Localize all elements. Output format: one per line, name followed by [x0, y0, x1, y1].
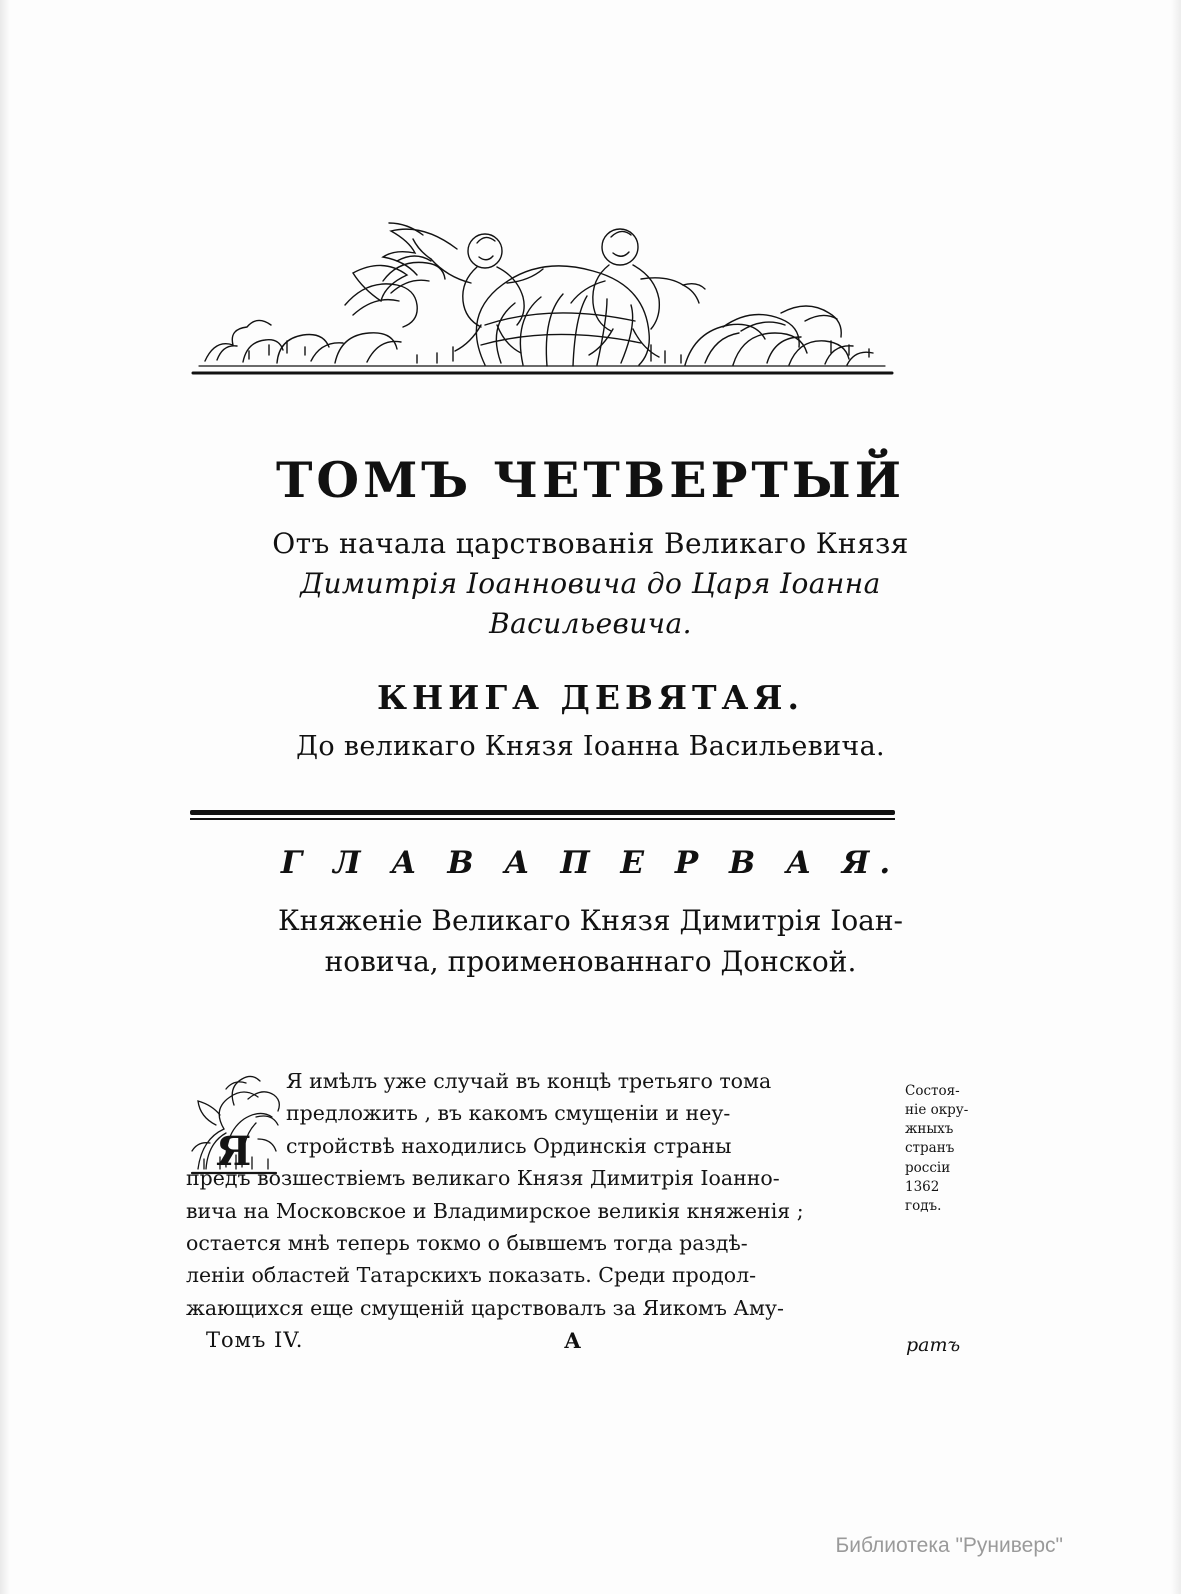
chapter-description-line-1: Княженіе Великаго Князя Димитрія Іоан-: [278, 904, 903, 937]
chapter-description: [211, 901, 971, 982]
title-block: [0, 451, 1181, 762]
footer-signature-mark: А: [564, 1328, 582, 1353]
section-divider-rule: [190, 810, 895, 820]
headpiece-ornament-engraving: [185, 205, 900, 380]
body-line-6: остается мнѣ теперь токмо о бывшемъ тогда раздѣ-: [186, 1230, 748, 1255]
chapter-description-line-2: новича, проименованнаго Донской.: [324, 944, 857, 978]
footer-catchword: ратъ: [906, 1334, 961, 1356]
decorated-initial-ornament: [186, 1069, 282, 1179]
marginal-note: [905, 1082, 977, 1216]
marginal-note-line-6: 1362: [905, 1178, 940, 1195]
body-line-7: леніи областей Татарскихъ показать. Среди продол-: [186, 1263, 757, 1288]
marginal-note-line-4: странъ: [905, 1140, 955, 1157]
book-title: КНИГА ДЕВЯТАЯ.: [376, 677, 805, 717]
divider-thin-line: [190, 818, 895, 820]
body-line-1: Я имѣлъ уже случай въ концѣ третьяго тома: [286, 1069, 772, 1093]
marginal-note-line-2: ніе окру-: [905, 1102, 969, 1119]
chapter-heading: [0, 845, 1181, 982]
page-edge-left: [0, 0, 10, 1594]
chapter-title: Г Л А В А П Е Р В А Я.: [280, 845, 901, 881]
marginal-note-line-1: Состоя-: [905, 1083, 960, 1099]
volume-subtitle: [221, 524, 961, 643]
volume-title: ТОМЪ ЧЕТВЕРТЫЙ: [275, 451, 906, 509]
body-line-8: жающихся еще смущеній царствовалъ за Яикомъ Аму-: [186, 1295, 784, 1320]
body-line-4: предъ возшествіемъ великаго Князя Димитрія Іоанно-: [186, 1166, 780, 1191]
volume-subtitle-line-3: Васильевича.: [489, 606, 692, 640]
body-lead-lines: [286, 1065, 902, 1162]
body-line-5: вича на Московское и Владимирское великія княженія ;: [186, 1198, 804, 1223]
book-subtitle: До великаго Князя Іоанна Васильевича.: [296, 730, 885, 762]
marginal-note-line-7: годъ.: [905, 1197, 942, 1214]
volume-subtitle-line-2: Димитрія Іоанновича до Царя Іоанна: [300, 567, 881, 601]
body-paragraph: [186, 1065, 902, 1324]
body-line-3: стройствѣ находились Ординскія страны: [286, 1133, 732, 1158]
divider-thick-line: [190, 810, 895, 815]
marginal-note-line-3: жныхъ: [905, 1121, 954, 1138]
body-text-area: [186, 1065, 902, 1324]
marginal-note-line-5: россіи: [905, 1159, 951, 1176]
svg-text:Я: Я: [216, 1128, 252, 1175]
footer-volume-label: Томъ IV.: [206, 1328, 304, 1352]
page-edge-right: [1171, 0, 1181, 1594]
library-watermark: Библиотека "Руниверс": [835, 1534, 1063, 1557]
volume-subtitle-line-1: Отъ начала царствованія Великаго Князя: [272, 527, 909, 561]
body-line-2: предложить , въ какомъ смущеніи и неу-: [286, 1101, 731, 1126]
